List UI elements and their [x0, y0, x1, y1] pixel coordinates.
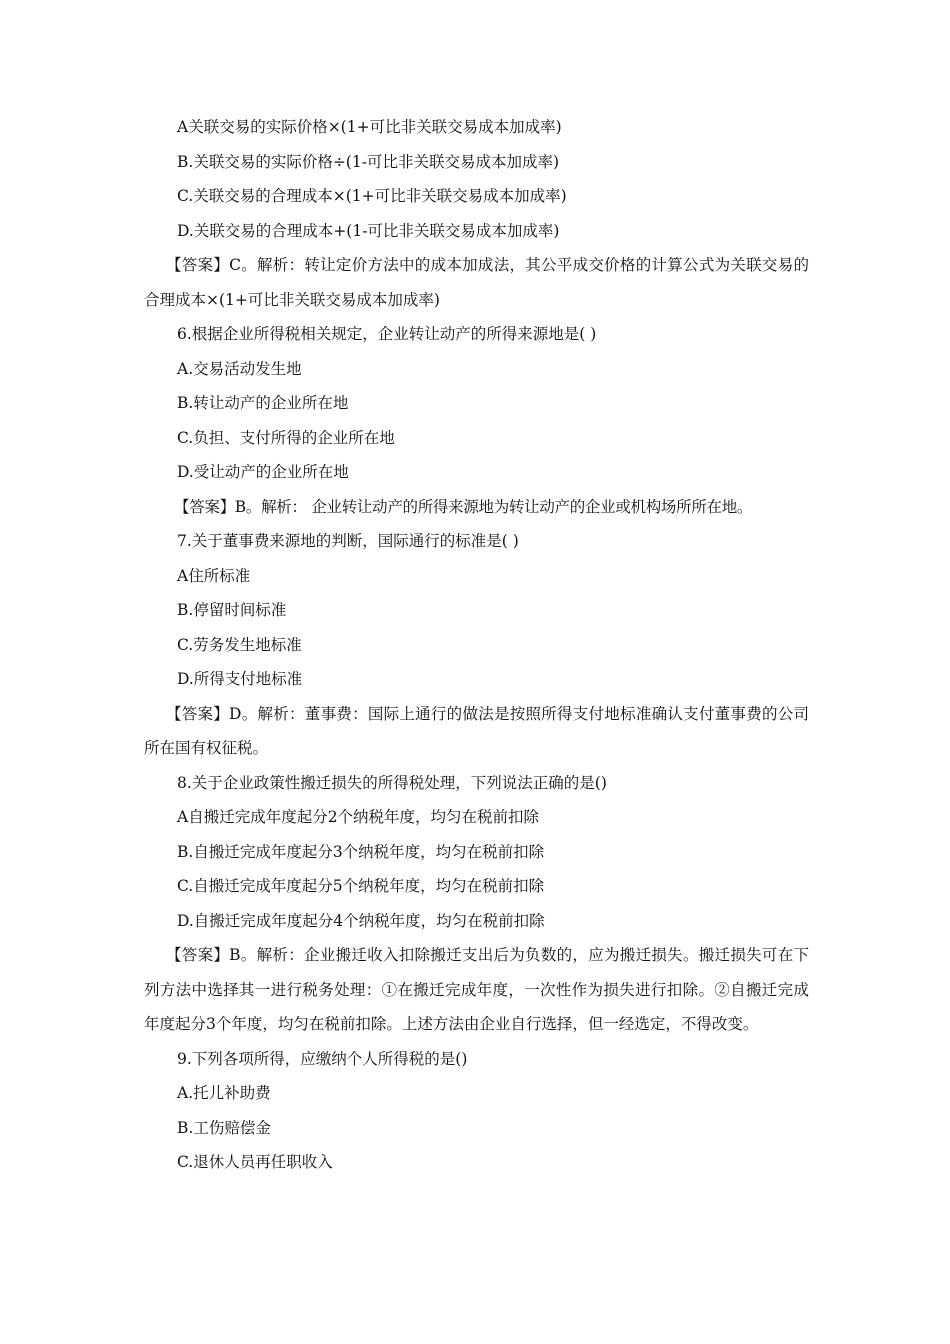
q9-option-a: A.托儿补助费 — [177, 1084, 271, 1102]
q5-option-a: A关联交易的实际价格×(1+可比非关联交易成本加成率) — [177, 118, 562, 136]
q8-option-a: A自搬迁完成年度起分2个纳税年度，均匀在税前扣除 — [177, 808, 540, 826]
q8-option-d: D.自搬迁完成年度起分4个纳税年度，均匀在税前扣除 — [177, 911, 545, 930]
page-content — [144, 110, 809, 1180]
q5-option-c: C.关联交易的合理成本×(1+可比非关联交易成本加成率) — [177, 187, 567, 205]
q5-option-d: D.关联交易的合理成本+(1-可比非关联交易成本加成率) — [177, 221, 560, 240]
q6-option-a: A.交易活动发生地 — [177, 359, 302, 378]
q7-answer: 【答案】D。解析：董事费：国际上通行的做法是按照所得支付地标准确认支付董事费的公司所在国有权征税。 — [144, 704, 809, 757]
q9-option-b: B.工伤赔偿金 — [177, 1118, 271, 1137]
q6-question: 6.根据企业所得税相关规定，企业转让动产的所得来源地是( ) — [177, 325, 597, 343]
q7-option-d: D.所得支付地标准 — [177, 670, 303, 688]
q6-option-b: B.转让动产的企业所在地 — [177, 394, 349, 412]
q8-answer: 【答案】B。解析：企业搬迁收入扣除搬迁支出后为负数的，应为搬迁损失。搬迁损失可在下列方法中选择其一进行税务处理：①在搬迁完成年度，一次性作为损失进行扣除。②自搬迁完成年度起分3个年度，均匀在税前扣除。上述方法由企业自行选择，但一经选定，不得改变。 — [144, 946, 809, 1033]
q7-option-a: A住所标准 — [177, 566, 251, 585]
q5-answer: 【答案】C。解析：转让定价方法中的成本加成法，其公平成交价格的计算公式为关联交易的合理成本×(1+可比非关联交易成本加成率) — [144, 256, 809, 309]
q9-option-c: C.退休人员再任职收入 — [177, 1153, 333, 1171]
q7-question: 7.关于董事费来源地的判断，国际通行的标准是( ) — [177, 532, 519, 550]
q5-option-b: B.关联交易的实际价格÷(1-可比非关联交易成本加成率) — [177, 152, 559, 171]
q8-option-c: C.自搬迁完成年度起分5个纳税年度，均匀在税前扣除 — [177, 877, 545, 895]
q7-option-b: B.停留时间标准 — [177, 601, 287, 619]
q8-question: 8.关于企业政策性搬迁损失的所得税处理，下列说法正确的是() — [177, 773, 607, 792]
q8-option-b: B.自搬迁完成年度起分3个纳税年度，均匀在税前扣除 — [177, 842, 545, 861]
q9-question: 9.下列各项所得，应缴纳个人所得税的是() — [177, 1049, 468, 1068]
q6-option-d: D.受让动产的企业所在地 — [177, 463, 349, 481]
q7-option-c: C.劳务发生地标准 — [177, 635, 302, 654]
q6-answer: 【答案】B。解析： 企业转让动产的所得来源地为转让动产的企业或机构场所所在地。 — [174, 497, 753, 516]
q6-option-c: C.负担、支付所得的企业所在地 — [177, 428, 395, 447]
